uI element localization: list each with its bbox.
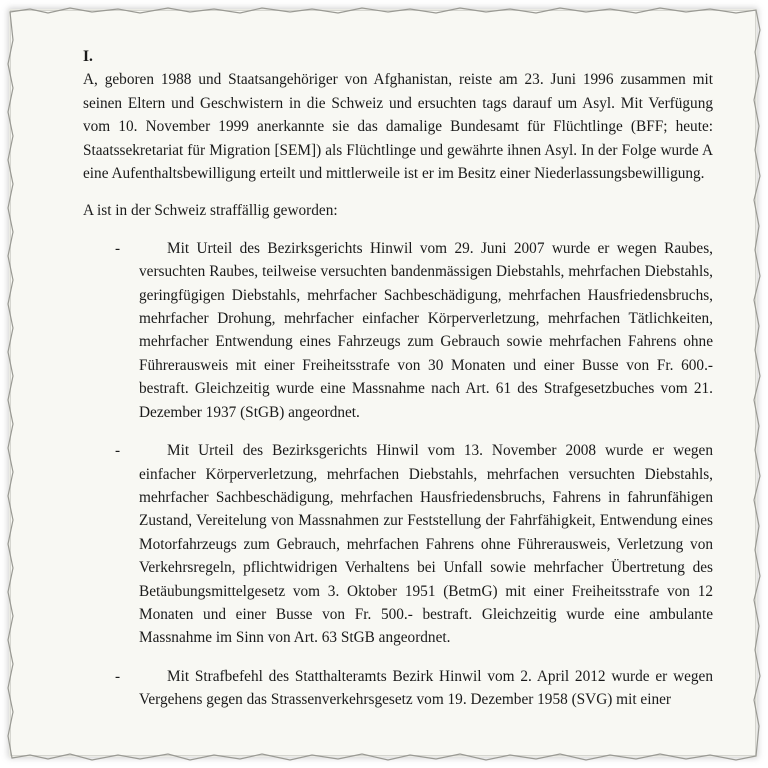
paragraph-criminal-record-intro: A ist in der Schweiz straffällig geworden: bbox=[83, 202, 338, 220]
list-dash: - bbox=[115, 667, 121, 685]
list-item-text: Mit Urteil des Bezirksgerichts Hinwil vom 13. November 2008 wurde er wegen einfacher Körperverletzung, mehrfachen Diebstahls, mehrfachen versuchten Diebstahls, mehrfacher Sachbeschädigung, mehrfachen Hausfriedensbruchs, Fahrens in fahrunfähigen Zustand, Vereitelung von Massnahmen zur Feststellung der Fahrfähigkeit, Entwendung eines Motorfahrzeugs zum Gebrauch, mehrfachen Fahrens ohne Führerausweis, Verletzung von Verkehrsregeln, pflichtwidrigen Verhaltens bei Unfall sowie mehrfacher Übertretung des Betäubungsmittelgesetz vom 3. Oktober 1951 (BetmG) mit einer Freiheitsstrafe von 12 Monaten und einer Busse von Fr. 500.- bestraft. Gleichzeitig wurde eine ambulante Massnahme im Sinn von Art. 63 StGB angeordnet. bbox=[139, 442, 713, 647]
section-heading: I. bbox=[83, 48, 93, 65]
list-item bbox=[83, 439, 713, 650]
list-item bbox=[83, 665, 713, 712]
document-page bbox=[10, 10, 756, 756]
paragraph-background: A, geboren 1988 und Staatsangehöriger von Afghanistan, reiste am 23. Juni 1996 zusammen mit seinen Eltern und Geschwistern in die Schweiz und ersuchten tags darauf um Asyl. Mit Verfügung vom 10. November 1999 anerkannte sie das damalige Bundesamt für Flüchtlinge (BFF; heute: Staatssekretariat für Migration [SEM]) als Flüchtlinge und gewährte ihnen Asyl. In der Folge wurde A eine Aufenthaltsbewilligung erteilt und mittlerweile ist er im Besitz einer Niederlassungsbewilligung. bbox=[83, 71, 713, 183]
list-item bbox=[83, 237, 713, 424]
document-body bbox=[83, 45, 713, 727]
list-item-text: Mit Urteil des Bezirksgerichts Hinwil vom 29. Juni 2007 wurde er wegen Raubes, versuchten Raubes, teilweise versuchten bandenmässigen Diebstahls, mehrfachen Diebstahls, geringfügigen Diebstahls, mehrfacher Sachbeschädigung, mehrfachen Hausfriedensbruchs, mehrfacher Drohung, mehrfacher einfacher Körperverletzung, mehrfachen Tätlichkeiten, mehrfacher Entwendung eines Fahrzeugs zum Gebrauch sowie mehrfachen Fahrens ohne Führerausweis mit einer Freiheitsstrafe von 30 Monaten und einer Busse von Fr. 600.- bestraft. Gleichzeitig wurde eine Massnahme nach Art. 61 des Strafgesetzbuches vom 21. Dezember 1937 (StGB) angeordnet. bbox=[139, 239, 713, 421]
list-item-text: Mit Strafbefehl des Statthalteramts Bezirk Hinwil vom 2. April 2012 wurde er wegen Vergehens gegen das Strassenverkehrsgesetz vom 19. Dezember 1958 (SVG) mit einer bbox=[139, 667, 713, 709]
list-dash: - bbox=[115, 239, 121, 257]
list-dash: - bbox=[115, 442, 121, 460]
